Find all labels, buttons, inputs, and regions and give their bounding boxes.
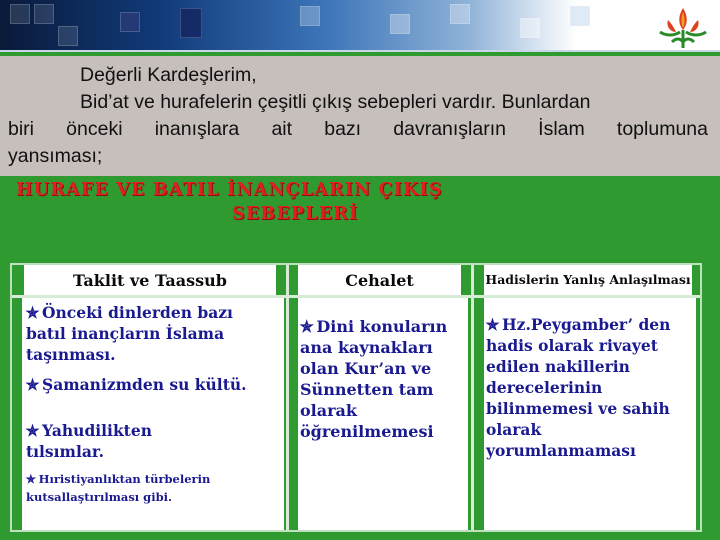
header-banner bbox=[0, 0, 720, 52]
header-hadis-label: Hadislerin Yanlış Anlaşılması bbox=[485, 272, 691, 287]
decorative-square bbox=[450, 4, 470, 24]
star-icon: ✯ bbox=[486, 315, 499, 334]
list-item bbox=[26, 420, 226, 462]
column-divider bbox=[471, 265, 474, 530]
list-item bbox=[26, 302, 266, 365]
star-icon: ✯ bbox=[300, 317, 314, 336]
message-line: yansıması; bbox=[8, 145, 103, 167]
title-line-2: SEBEPLERİ bbox=[232, 204, 359, 224]
header-taklit bbox=[24, 265, 276, 295]
list-item-text: Dini konuların ana kaynakları olan Kur’an ve Sünnetten tam olarak öğrenilmemesi bbox=[300, 317, 448, 441]
header-cehalet-label: Cehalet bbox=[345, 270, 414, 290]
decorative-square bbox=[390, 14, 410, 34]
column-taklit bbox=[22, 298, 284, 530]
list-item bbox=[26, 470, 276, 506]
header-hadis bbox=[484, 265, 692, 295]
star-icon: ✯ bbox=[26, 421, 39, 440]
column-divider bbox=[286, 265, 289, 530]
decorative-square bbox=[58, 26, 78, 46]
decorative-square bbox=[10, 4, 30, 24]
column-hadis bbox=[484, 298, 696, 530]
tulip-logo-icon bbox=[654, 2, 712, 50]
decorative-square bbox=[180, 8, 202, 38]
header-cehalet bbox=[298, 265, 461, 295]
decorative-square bbox=[520, 18, 540, 38]
list-item-text: Yahudilikten tılsımlar. bbox=[26, 421, 152, 461]
list-item-text: Hz.Peygamber’ den hadis olarak rivayet edilen nakillerin derecelerinin bilinmemesi ve sahih olarak yorumlanmaması bbox=[486, 315, 671, 460]
message-box bbox=[0, 56, 720, 176]
star-icon: ✯ bbox=[26, 375, 39, 394]
causes-table bbox=[10, 263, 702, 532]
star-icon: ✯ bbox=[26, 303, 39, 322]
decorative-square bbox=[34, 4, 54, 24]
list-item bbox=[300, 316, 466, 442]
list-item-text: Hıristiyanlıktan türbelerin kutsallaştırılması gibi. bbox=[26, 472, 211, 504]
list-item-text: Şamanizmden su kültü. bbox=[42, 375, 247, 394]
decorative-square bbox=[120, 12, 140, 32]
message-line: Bid’at ve hurafelerin çeşitli çıkış sebepleri vardır. Bunlardan bbox=[80, 91, 591, 113]
list-item bbox=[486, 314, 686, 461]
header-taklit-label: Taklit ve Taassub bbox=[73, 270, 227, 290]
title-line-1: HURAFE VE BATIL İNANÇLARIN ÇIKIŞ bbox=[16, 180, 443, 200]
list-item bbox=[26, 374, 266, 395]
header-stripe bbox=[0, 50, 720, 52]
greeting-text: Değerli Kardeşlerim, bbox=[80, 64, 257, 86]
message-line: biri önceki inanışlara ait bazı davranışların İslam toplumuna bbox=[8, 118, 708, 140]
decorative-square bbox=[300, 6, 320, 26]
column-cehalet bbox=[298, 298, 468, 530]
star-icon: ✯ bbox=[26, 472, 36, 486]
slide-title bbox=[0, 176, 720, 254]
list-item-text: Önceki dinlerden bazı batıl inançların İslama taşınması. bbox=[26, 303, 233, 364]
decorative-square bbox=[570, 6, 590, 26]
